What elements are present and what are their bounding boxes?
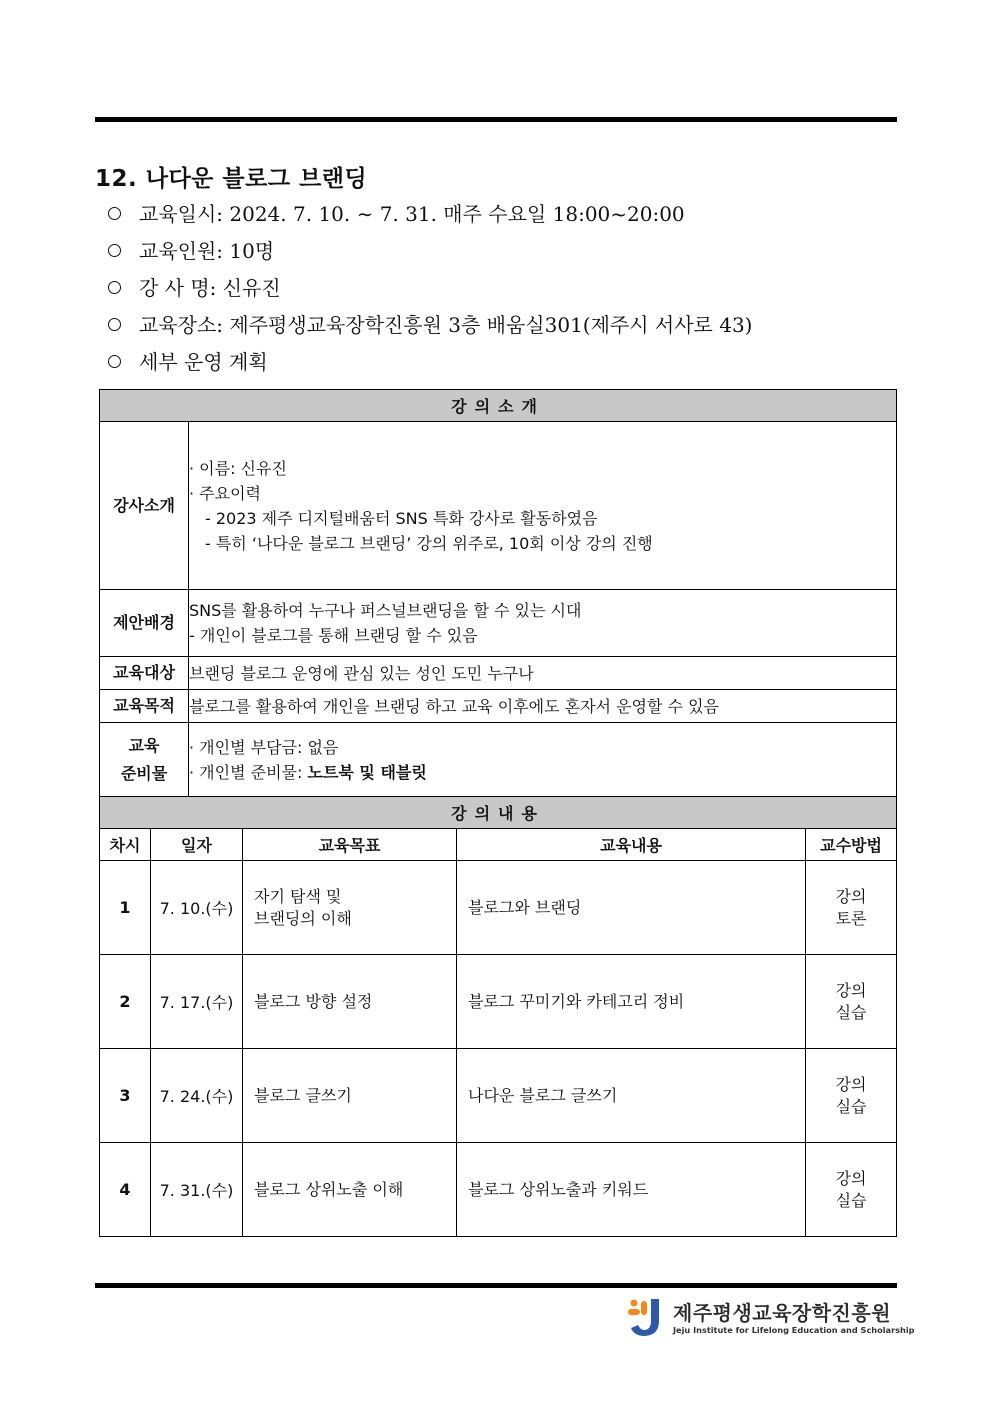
goal-label: 교육목적	[100, 690, 189, 723]
org-logo	[625, 1295, 915, 1339]
course-plan-table	[99, 389, 897, 1237]
org-name-en: Jeju Institute for Lifelong Education and Scholarship	[673, 1325, 915, 1335]
instructor-label: 강사소개	[100, 422, 189, 590]
col-header-date: 일자	[151, 829, 243, 861]
table-row: 2 7. 17.(수) 블로그 방향 설정 블로그 꾸미기와 카테고리 정비 강의 실습	[100, 955, 897, 1049]
list-item: 세부 운영 계획	[108, 344, 752, 381]
bottom-rule	[95, 1283, 897, 1288]
col-header-content: 교육내용	[457, 829, 806, 861]
overview-list	[108, 196, 752, 381]
circle-bullet-icon	[108, 355, 121, 368]
content-section-bar: 강의내용	[100, 797, 897, 829]
content-header-row	[100, 829, 897, 861]
instructor-cell: · 이름: 신유진 · 주요이력 - 2023 제주 디지털배움터 SNS 특화 강사로 활동하였음 - 특히 ‘나다운 블로그 브랜딩’ 강의 위주로, 10회 이상 강의 진행	[189, 422, 897, 590]
circle-bullet-icon	[108, 318, 121, 331]
list-item: 교육일시: 2024. 7. 10. ∼ 7. 31. 매주 수요일 18:00~20:00	[108, 196, 752, 233]
table-row: 1 7. 10.(수) 자기 탐색 및 브랜딩의 이해 블로그와 브랜딩 강의 토론	[100, 861, 897, 955]
col-header-session: 차시	[100, 829, 151, 861]
org-logo-icon	[625, 1295, 665, 1339]
col-header-goal: 교육목표	[243, 829, 457, 861]
table-row: 4 7. 31.(수) 블로그 상위노출 이해 블로그 상위노출과 키워드 강의 실습	[100, 1143, 897, 1237]
col-header-method: 교수방법	[806, 829, 897, 861]
target-label: 교육대상	[100, 657, 189, 690]
list-item: 강 사 명: 신유진	[108, 270, 752, 307]
prep-label: 교육 준비물	[100, 723, 189, 797]
circle-bullet-icon	[108, 207, 121, 220]
circle-bullet-icon	[108, 244, 121, 257]
list-item: 교육장소: 제주평생교육장학진흥원 3층 배움실301(제주시 서사로 43)	[108, 307, 752, 344]
goal-cell: 블로그를 활용하여 개인을 브랜딩 하고 교육 이후에도 혼자서 운영할 수 있음	[189, 690, 897, 723]
list-item: 교육인원: 10명	[108, 233, 752, 270]
prep-cell: · 개인별 부담금: 없음 · 개인별 준비물: 노트북 및 태블릿	[189, 723, 897, 797]
table-row: 3 7. 24.(수) 블로그 글쓰기 나다운 블로그 글쓰기 강의 실습	[100, 1049, 897, 1143]
top-rule	[95, 117, 897, 122]
section-heading: 12. 나다운 블로그 브랜딩	[95, 166, 368, 192]
org-name: 제주평생교육장학진흥원	[673, 1301, 892, 1325]
background-cell: SNS를 활용하여 누구나 퍼스널브랜딩을 할 수 있는 시대 - 개인이 블로그를 통해 브랜딩 할 수 있음	[189, 590, 897, 657]
target-cell: 브랜딩 블로그 운영에 관심 있는 성인 도민 누구나	[189, 657, 897, 690]
intro-section-bar: 강의소개	[100, 390, 897, 422]
background-label: 제안배경	[100, 590, 189, 657]
circle-bullet-icon	[108, 281, 121, 294]
